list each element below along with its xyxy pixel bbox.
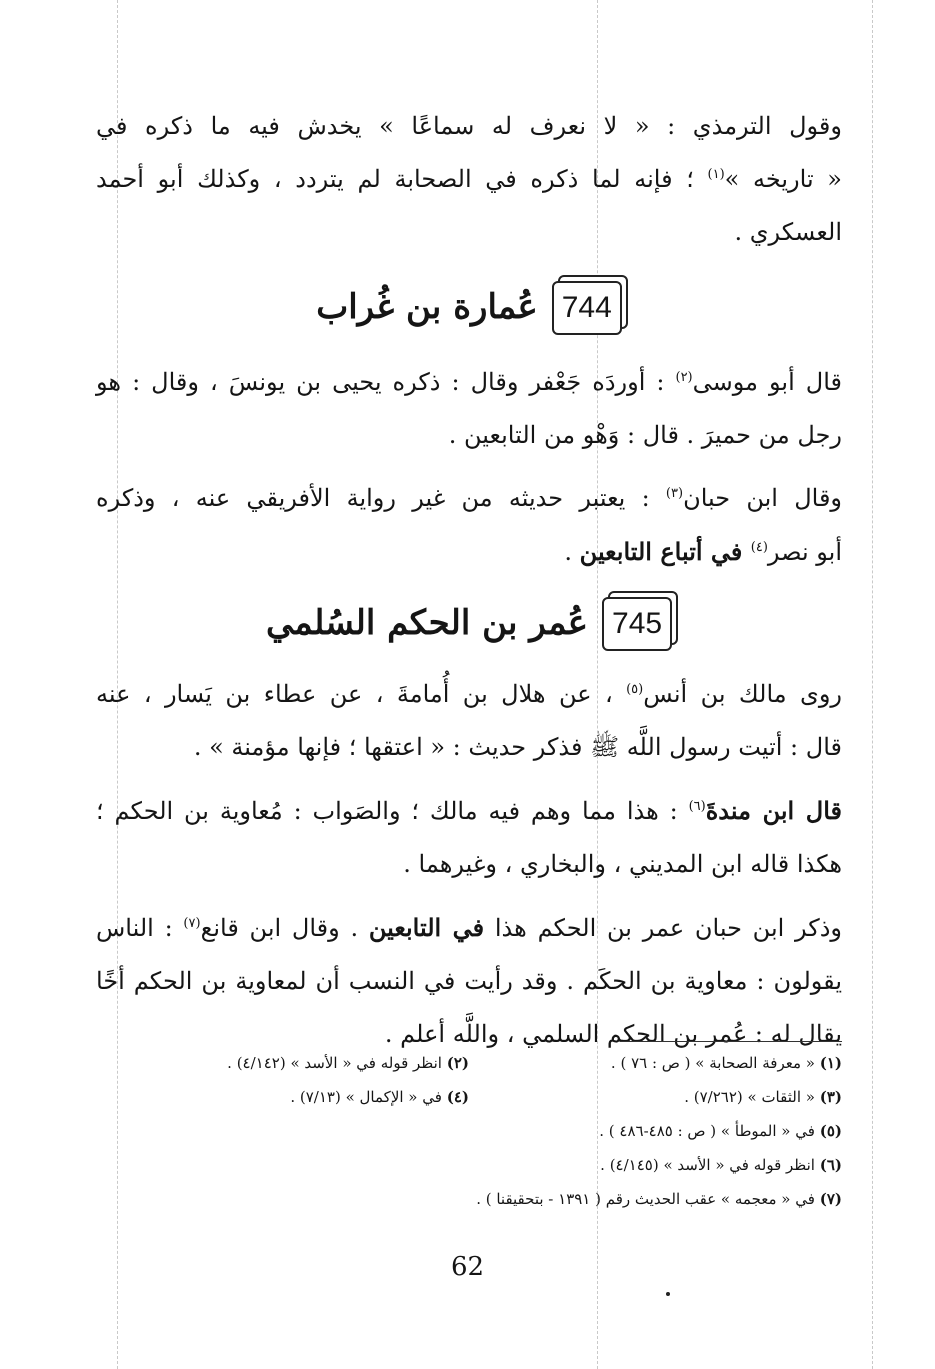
footnote-text: في « الإكمال » (٧/١٣) . [290,1088,442,1106]
text-fragment: . [564,538,580,566]
bold-phrase: في التابعين [368,913,485,942]
entry-744-body [96,356,842,589]
text-line [96,472,842,525]
footnote-number: (٣) [819,1088,842,1106]
footnote [96,1046,469,1080]
intro-paragraph [96,100,842,269]
footnote [469,1046,842,1080]
footnote-number: (٤) [446,1088,469,1106]
text-fragment: « تاريخه » [724,165,842,193]
text-fragment: قال أبو موسى [692,368,842,396]
footnote [96,1080,469,1114]
entry-heading-744 [96,272,842,342]
footnote [96,1182,842,1216]
footnote-text: انظر قوله في « الأسد » (٤/١٤٥) . [600,1156,815,1174]
footnote-ref: (٥) [626,682,644,697]
text-fragment: ؛ فإنه لما ذكره في الصحابة لم يتردد ، وكذلك أبو أحمد [96,165,708,193]
text-line [96,356,842,409]
text-fragment: وقال ابن حبان [683,484,843,512]
footnote-separator [620,1041,842,1042]
footnote-row [96,1148,842,1182]
margin-guide-right [872,0,873,1369]
entry-number: 744 [552,281,622,335]
footnote-text: في « الموطأ » ( ص : ٤٨٥-٤٨٦ ) . [599,1122,815,1140]
footnote-text: « معرفة الصحابة » ( ص : ٧٦ ) . [610,1054,815,1072]
text-line [96,525,842,579]
text-fragment: : أوردَه جَعْفر وقال : ذكره يحيى بن يونسَ ، وقال : هو [96,368,676,396]
footnote-row [96,1114,842,1148]
text-fragment: وذكر ابن حبان عمر بن الحكم هذا [484,914,842,942]
footnote-ref: (١) [707,167,725,182]
footnote-ref: (٣) [665,486,684,501]
text-fragment: : الناس [96,914,184,942]
text-fragment: أبو نصر [767,538,842,566]
text-fragment: . وقال ابن قانع [200,914,369,942]
entry-number-box [602,597,672,649]
footnote-number: (١) [819,1054,842,1072]
entry-number: 745 [602,597,672,651]
text-line: يقال له : عُمر بن الحكم السلمي ، واللَّه أعلم . [384,1020,842,1048]
footnote [469,1148,842,1182]
footnote [469,1114,842,1148]
text-fragment: روى مالك بن أنس [643,680,842,708]
text-fragment: : يعتبر حديثه من غير رواية الأفريقي عنه ، وذكره [96,484,666,512]
footnote-text: في « معجمه » عقب الحديث رقم ( ١٣٩١ - بتحقيقنا ) . [476,1190,815,1208]
text-line: قال : أتيت رسول اللَّه ﷺ فذكر حديث : « اعتقها ؛ فإنها مؤمنة » . [193,733,842,761]
bold-phrase: قال ابن مندةَ [705,796,842,825]
text-fragment: ، عن هلال بن أُمامةَ ، عن عطاء بن يَسار ، عنه [96,680,627,708]
footnote-ref: (٢) [675,370,693,385]
text-line: هكذا قاله ابن المديني ، والبخاري ، وغيرهما . [403,850,842,878]
footnote-ref: (٧) [183,916,201,931]
text-line [96,668,842,721]
footnote-row [96,1182,842,1216]
text-line: العسكري . [734,218,842,246]
text-line [96,901,842,955]
text-line: وقول الترمذي : « لا نعرف له سماعًا » يخدش فيه ما ذكره في [96,112,842,140]
footnote-row [96,1046,842,1080]
footnote-text: « الثقات » (٧/٢٦٢) . [684,1088,815,1106]
entry-number-box [552,281,622,333]
footnote-number: (٧) [819,1190,842,1208]
footnote [469,1080,842,1114]
footnotes [96,1046,842,1216]
text-line [96,153,842,206]
ink-speck [666,1292,670,1296]
footnote-number: (٦) [819,1156,842,1174]
footnote-number: (٥) [819,1122,842,1140]
text-line: رجل من حميرَ . قال : وَهْو من التابعين . [448,421,842,449]
footnote-ref: (٦) [688,799,706,814]
footnote-row [96,1080,842,1114]
text-line [96,784,842,838]
entry-title: عُمر بن الحكم السُلمي [265,603,589,643]
footnote-ref: (٤) [750,540,768,555]
entry-title: عُمارة بن غُراب [316,287,538,327]
footnote-number: (٢) [446,1054,469,1072]
page-number: 62 [450,1252,485,1282]
entry-heading-745 [96,588,842,658]
text-line: يقولون : معاوية بن الحكَم . وقد رأيت في النسب أن لمعاوية بن الحكم أخًا [96,967,842,995]
bold-phrase: في أتباع التابعين [579,537,751,566]
text-fragment: : هذا مما وهم فيه مالك ؛ والصَواب : مُعاوية بن الحكم ؛ [96,797,689,825]
entry-745-body [96,668,842,1071]
footnote-text: انظر قوله في « الأسد » (٤/١٤٢) . [227,1054,442,1072]
